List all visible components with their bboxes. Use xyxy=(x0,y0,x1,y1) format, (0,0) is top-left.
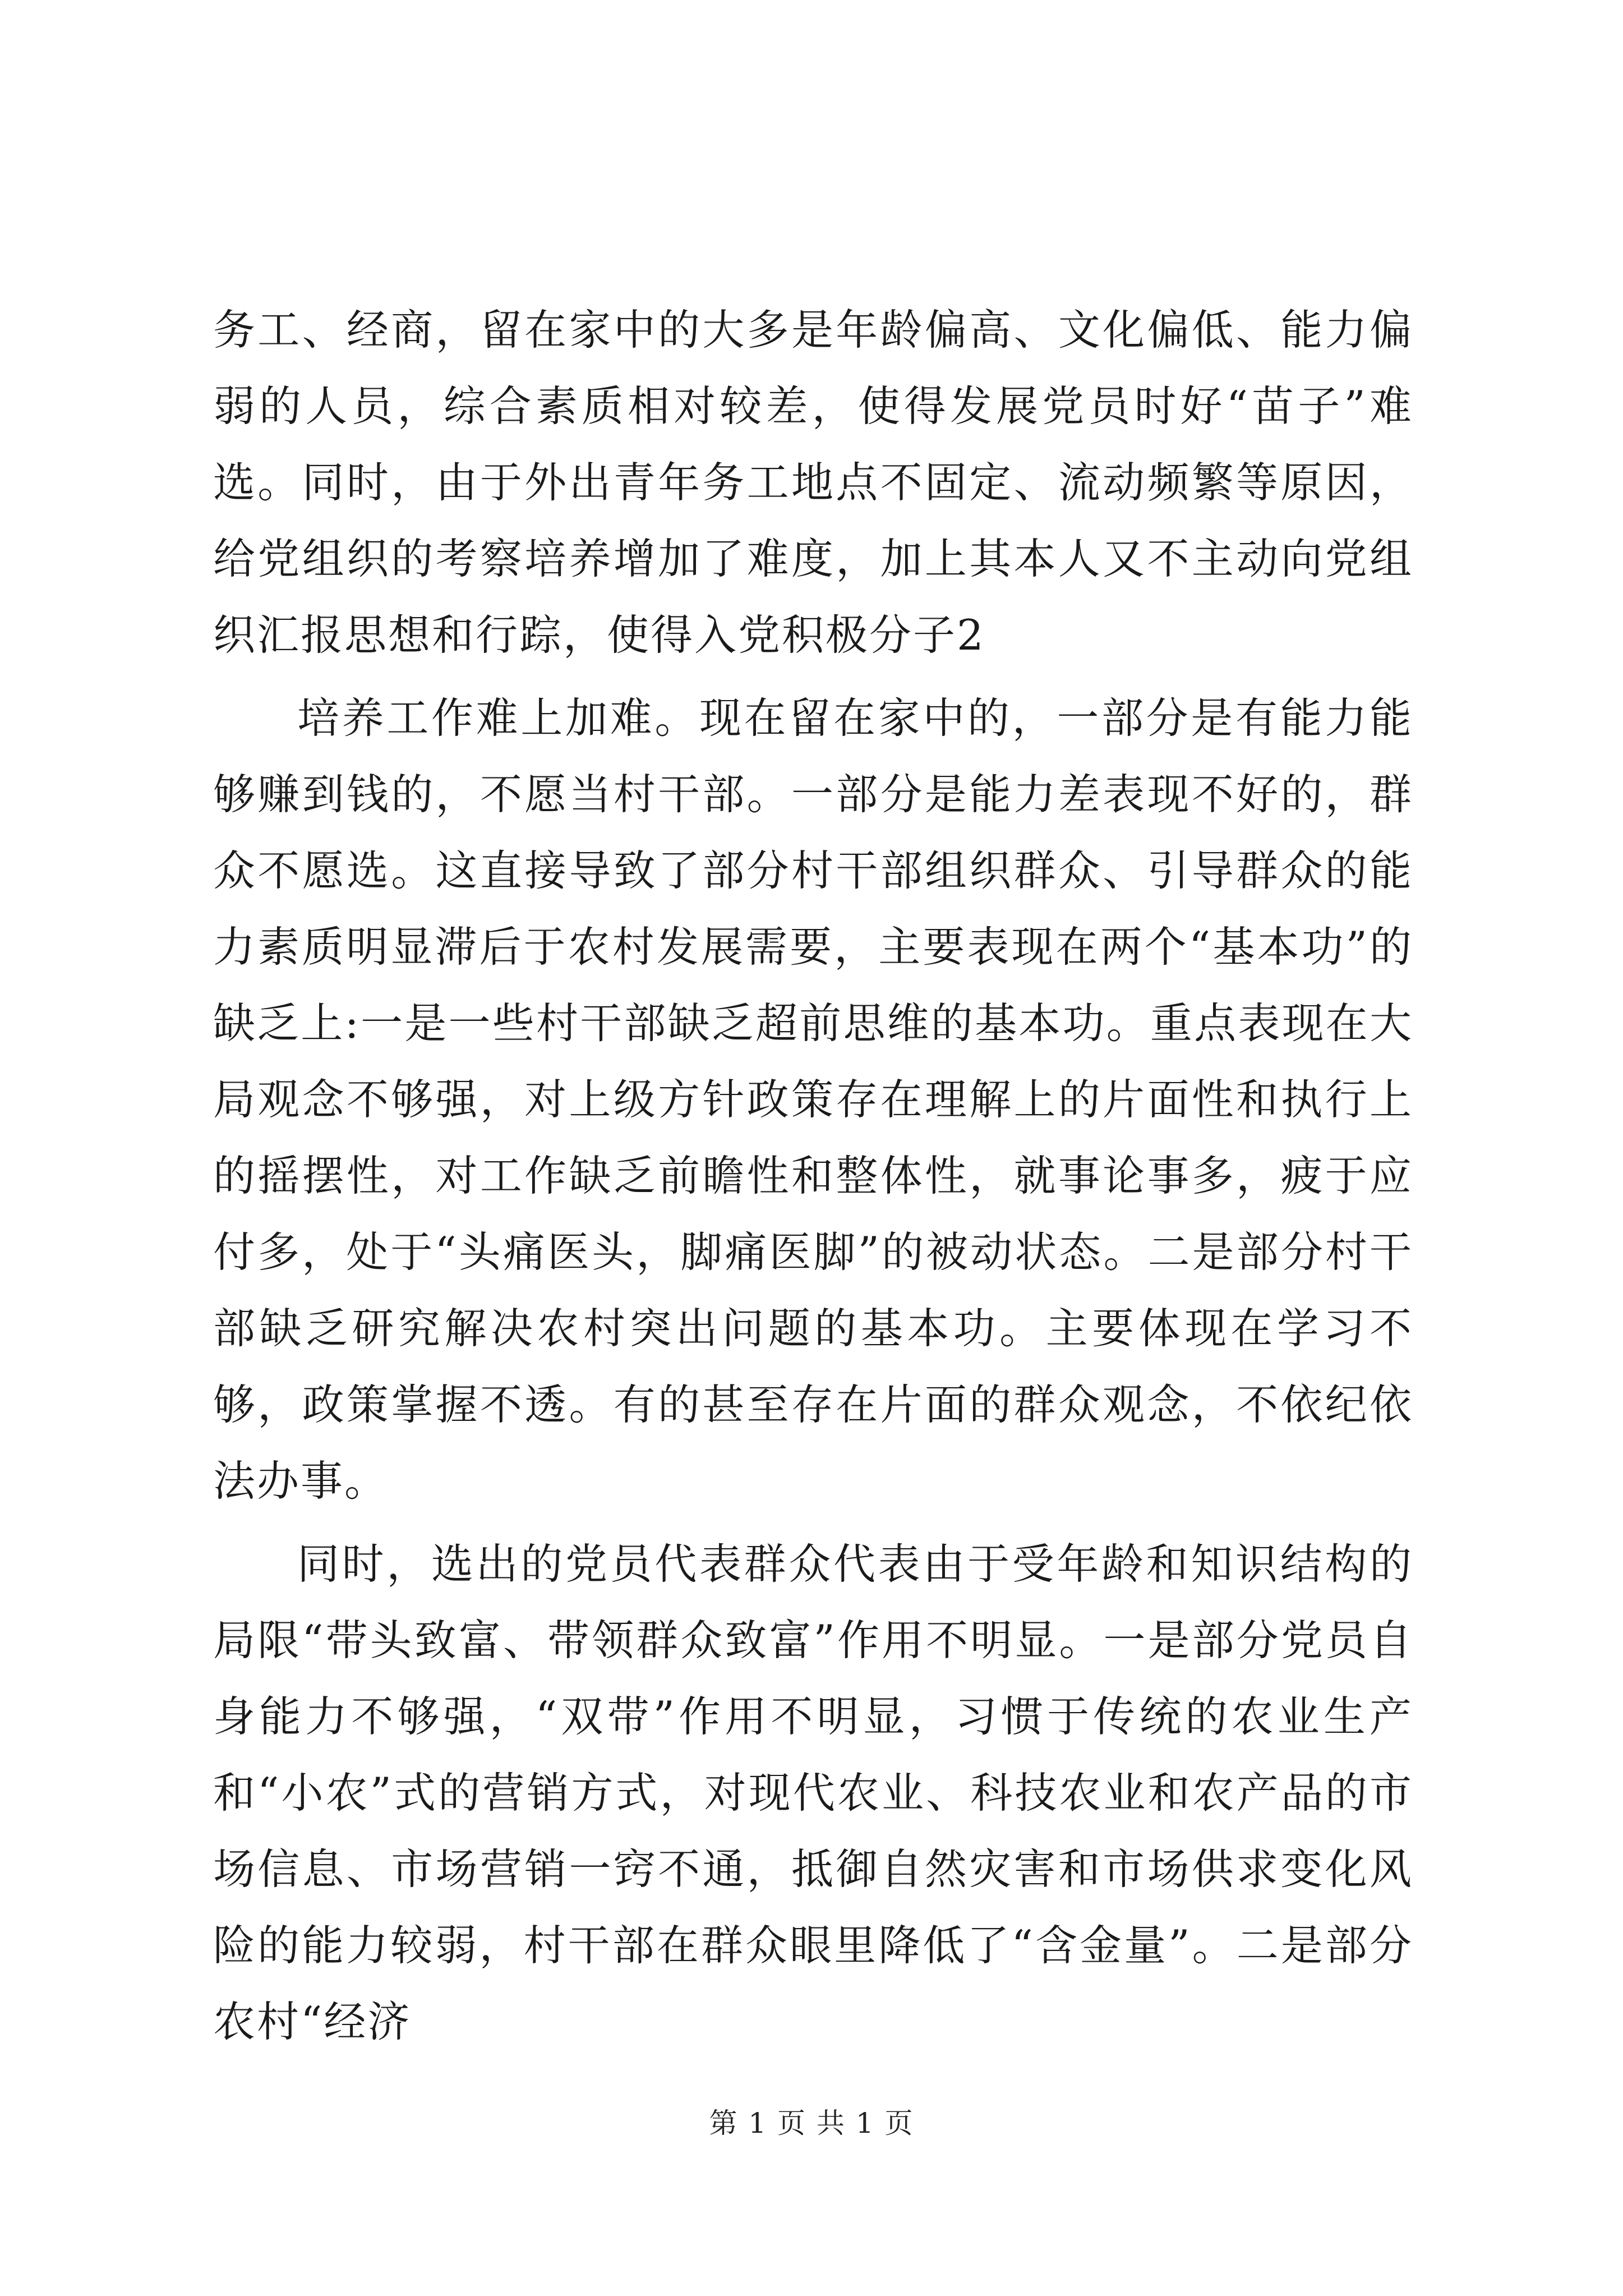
page-footer: 第 1 页 共 1 页 xyxy=(709,2107,914,2139)
paragraph-3: 同时，选出的党员代表群众代表由于受年龄和知识结构的局限“带头致富、带领群众致富”作用不明显。一是部分党员自身能力不够强，“双带”作用不明显，习惯于传统的农业生产和“小农”式的营销方式，对现代农业、科技农业和农产品的市场信息、市场营销一窍不通，抵御自然灾害和市场供求变化风险的能力较弱，村干部在群众眼里降低了“含金量”。二是部分农村“经济 xyxy=(213,1539,1413,2046)
paragraph-2: 培养工作难上加难。现在留在家中的，一部分是有能力能够赚到钱的，不愿当村干部。一部分是能力差表现不好的，群众不愿选。这直接导致了部分村干部组织群众、引导群众的能力素质明显滞后于农村发展需要，主要表现在两个“基本功”的缺乏上:一是一些村干部缺乏超前思维的基本功。重点表现在大局观念不够强，对上级方针政策存在理解上的片面性和执行上的摇摆性，对工作缺乏前瞻性和整体性，就事论事多，疲于应付多，处于“头痛医头，脚痛医脚”的被动状态。二是部分村干部缺乏研究解决农村突出问题的基本功。主要体现在学习不够，政策掌握不透。有的甚至存在片面的群众观念，不依纪依法办事。 xyxy=(213,693,1413,1506)
document-body xyxy=(213,292,1413,2060)
paragraph-1: 务工、经商，留在家中的大多是年龄偏高、文化偏低、能力偏弱的人员，综合素质相对较差，使得发展党员时好“苗子”难选。同时，由于外出青年务工地点不固定、流动频繁等原因，给党组织的考察培养增加了难度，加上其本人又不主动向党组织汇报思想和行踪，使得入党积极分子2 xyxy=(213,305,1413,660)
